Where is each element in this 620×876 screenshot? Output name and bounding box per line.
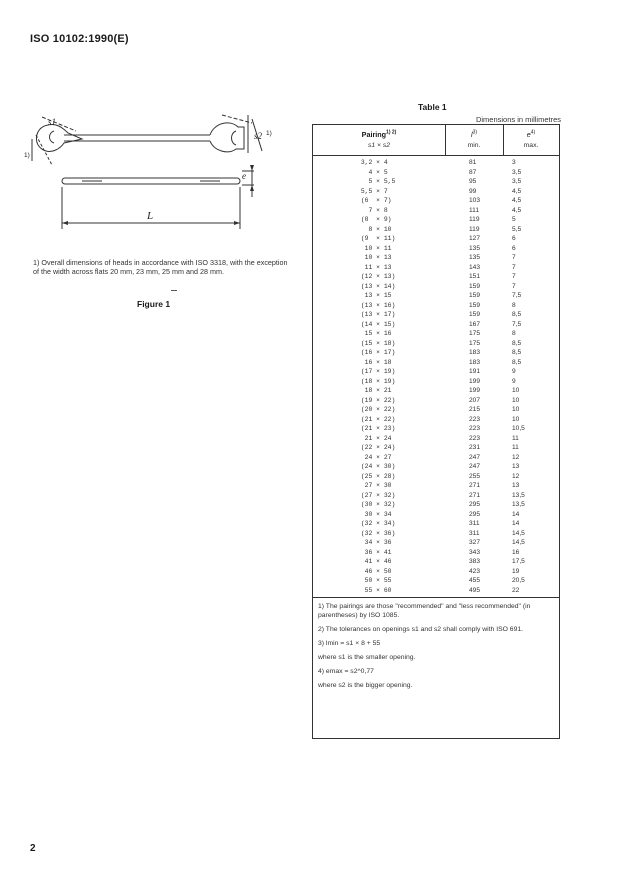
cell-e-max: 6 — [512, 235, 516, 242]
cell-pairing: (32 × 36) — [357, 529, 396, 537]
label-s1: s1 — [48, 117, 57, 127]
table-row — [313, 462, 559, 471]
table-row — [313, 339, 559, 348]
table-row — [313, 215, 559, 224]
table-row — [313, 472, 559, 481]
cell-l-min: 255 — [469, 472, 481, 480]
cell-e-max: 7,5 — [512, 292, 522, 299]
cell-l-min: 111 — [469, 206, 480, 214]
notes-separator — [313, 597, 559, 598]
cell-e-max: 5,5 — [512, 225, 522, 233]
cell-e-max: 8,5 — [512, 349, 522, 356]
table-row — [313, 424, 559, 433]
table-note: where s1 is the smaller opening. — [318, 654, 416, 661]
cell-l-min: 119 — [469, 225, 480, 233]
cell-pairing: (22 × 24) — [357, 444, 396, 451]
cell-l-min: 327 — [469, 539, 481, 546]
cell-e-max: 4,5 — [512, 206, 522, 214]
table-row — [313, 443, 559, 452]
cell-pairing: 8 × 10 — [357, 225, 396, 233]
cell-l-min: 159 — [469, 311, 481, 318]
table-row — [313, 225, 559, 234]
table-row — [313, 586, 559, 595]
cell-e-max: 8,5 — [512, 311, 522, 318]
cell-pairing: 27 × 30 — [357, 482, 396, 489]
figure-separator — [171, 290, 177, 291]
cell-l-min: 159 — [469, 292, 481, 299]
cell-l-min: 199 — [469, 377, 481, 385]
cell-pairing: (16 × 17) — [357, 349, 396, 356]
cell-e-max: 7 — [512, 273, 516, 280]
cell-pairing: (14 × 15) — [357, 320, 396, 328]
table-row — [313, 529, 559, 538]
table-row — [313, 206, 559, 215]
cell-pairing: 55 × 60 — [357, 586, 396, 594]
cell-e-max: 3,5 — [512, 168, 522, 176]
table-row — [313, 158, 559, 167]
cell-pairing: 7 × 8 — [357, 206, 396, 214]
cell-pairing: (24 × 30) — [357, 463, 396, 470]
cell-l-min: 383 — [469, 558, 481, 565]
cell-pairing: (32 × 34) — [357, 520, 396, 527]
cell-e-max: 8 — [512, 301, 516, 309]
figure-footnote: 1) Overall dimensions of heads in accordance with ISO 3318, with the exception of the width across flats 20 mm, 23 mm, 25 mm and 28 mm. — [33, 258, 288, 277]
cell-l-min: 223 — [469, 425, 481, 432]
cell-pairing: (13 × 17) — [357, 311, 396, 318]
cell-l-min: 191 — [469, 368, 481, 375]
cell-l-min: 119 — [469, 216, 480, 223]
cell-e-max: 17,5 — [512, 558, 525, 565]
cell-pairing: (9 × 11) — [357, 235, 396, 242]
table-body — [313, 158, 559, 598]
cell-e-max: 10 — [512, 406, 520, 413]
cell-l-min: 183 — [469, 358, 481, 366]
table-row — [313, 320, 559, 329]
dimensions-table — [312, 124, 560, 739]
cell-pairing: 41 × 46 — [357, 558, 396, 565]
cell-e-max: 9 — [512, 368, 516, 375]
cell-pairing: (13 × 16) — [357, 301, 396, 309]
cell-l-min: 175 — [469, 339, 481, 347]
cell-l-min: 207 — [469, 396, 481, 404]
table-row — [313, 301, 559, 310]
cell-pairing: (8 × 9) — [357, 216, 396, 223]
table-note: 4) emax = s2^0,77 — [318, 668, 374, 675]
cell-l-min: 215 — [469, 406, 481, 413]
cell-l-min: 81 — [469, 159, 477, 166]
cell-pairing: 15 × 16 — [357, 330, 396, 337]
wrench-right-head — [210, 123, 244, 152]
cell-pairing: 4 × 5 — [357, 168, 396, 176]
header-l-sub: min. — [467, 142, 481, 149]
table-row — [313, 538, 559, 547]
table-row — [313, 396, 559, 405]
cell-l-min: 159 — [469, 301, 481, 309]
cell-e-max: 7 — [512, 263, 516, 271]
table-row — [313, 282, 559, 291]
table-units: Dimensions in millimetres — [475, 115, 561, 124]
cell-e-max: 7,5 — [512, 320, 522, 328]
cell-l-min: 295 — [469, 501, 481, 508]
cell-pairing: (27 × 32) — [357, 491, 396, 499]
cell-pairing: (20 × 22) — [357, 406, 396, 413]
cell-e-max: 3 — [512, 159, 516, 166]
cell-l-min: 423 — [469, 567, 481, 575]
header-pairing-sub: s1 × s2 — [367, 142, 391, 149]
cell-e-max: 13 — [512, 482, 520, 489]
wrench-left-head — [36, 124, 82, 151]
cell-e-max: 8,5 — [512, 358, 522, 366]
cell-l-min: 159 — [469, 282, 481, 290]
cell-pairing: (6 × 7) — [357, 197, 396, 204]
wrench-right-jaw — [232, 131, 237, 145]
table-row — [313, 177, 559, 186]
wrench-figure — [22, 105, 284, 235]
table-row — [313, 415, 559, 424]
cell-e-max: 16 — [512, 548, 520, 556]
cell-e-max: 11 — [512, 444, 519, 451]
table-row — [313, 576, 559, 585]
cell-e-max: 7 — [512, 282, 516, 290]
table-row — [313, 329, 559, 338]
wrench-left-jaw — [50, 131, 55, 143]
table-row — [313, 244, 559, 253]
cell-l-min: 295 — [469, 510, 481, 518]
cell-e-max: 10 — [512, 396, 520, 404]
table-row — [313, 272, 559, 281]
cell-l-min: 223 — [469, 415, 481, 423]
cell-pairing: 5 × 5,5 — [357, 178, 396, 185]
header-e: $e^{4)}$ — [526, 129, 536, 139]
cell-pairing: 18 × 21 — [357, 387, 396, 394]
cell-e-max: 7 — [512, 254, 516, 261]
table-row — [313, 491, 559, 500]
table-note: where s2 is the bigger opening. — [318, 682, 413, 689]
table-row — [313, 253, 559, 262]
cell-pairing: 21 × 24 — [357, 434, 396, 442]
cell-e-max: 4,5 — [512, 197, 522, 204]
label-footnote-right: 1) — [266, 130, 272, 137]
table-row — [313, 510, 559, 519]
cell-e-max: 19 — [512, 567, 520, 575]
cell-l-min: 103 — [469, 197, 481, 204]
cell-l-min: 199 — [469, 387, 481, 394]
table-notes — [318, 602, 556, 695]
label-l: L — [147, 210, 154, 222]
cell-l-min: 151 — [469, 273, 481, 280]
cell-l-min: 247 — [469, 463, 481, 470]
cell-pairing: 36 × 41 — [357, 548, 396, 556]
cell-e-max: 12 — [512, 453, 520, 461]
cell-l-min: 127 — [469, 235, 481, 242]
figure-caption: Figure 1 — [137, 299, 171, 309]
cell-e-max: 13,5 — [512, 491, 525, 499]
cell-pairing: (13 × 14) — [357, 282, 396, 290]
cell-e-max: 10 — [512, 387, 520, 394]
cell-l-min: 495 — [469, 586, 481, 594]
table-row — [313, 358, 559, 367]
wrench-shank — [64, 135, 210, 141]
table-row — [313, 377, 559, 386]
cell-pairing: 30 × 34 — [357, 510, 396, 518]
header-l: $l^{3)}$ — [470, 129, 478, 139]
cell-l-min: 223 — [469, 434, 481, 442]
table-row — [313, 519, 559, 528]
cell-pairing: 3,2 × 4 — [357, 159, 396, 166]
table-row — [313, 548, 559, 557]
table-row — [313, 386, 559, 395]
cell-l-min: 183 — [469, 349, 481, 356]
cell-e-max: 14 — [512, 520, 520, 527]
table-row — [313, 481, 559, 490]
table-row — [313, 310, 559, 319]
table-row — [313, 196, 559, 205]
cell-pairing: (25 × 28) — [357, 472, 396, 480]
cell-pairing: (21 × 22) — [357, 415, 396, 423]
table-row — [313, 168, 559, 177]
table-row — [313, 434, 559, 443]
table-row — [313, 500, 559, 509]
table-row — [313, 367, 559, 376]
cell-pairing: 16 × 18 — [357, 358, 396, 366]
cell-l-min: 231 — [469, 444, 481, 451]
label-footnote-left: 1) — [24, 152, 30, 159]
cell-e-max: 12 — [512, 472, 520, 480]
cell-l-min: 311 — [469, 529, 480, 537]
label-e: e — [242, 171, 246, 181]
cell-e-max: 11 — [512, 434, 519, 442]
cell-pairing: (17 × 19) — [357, 368, 396, 375]
table-title: Table 1 — [418, 102, 447, 112]
cell-e-max: 8 — [512, 330, 516, 337]
cell-l-min: 247 — [469, 453, 481, 461]
cell-pairing: (18 × 19) — [357, 377, 396, 385]
cell-pairing: 11 × 13 — [357, 263, 396, 271]
table-row — [313, 348, 559, 357]
table-row — [313, 557, 559, 566]
cell-e-max: 13 — [512, 463, 520, 470]
cell-l-min: 175 — [469, 330, 481, 337]
table-row — [313, 291, 559, 300]
cell-e-max: 14 — [512, 510, 520, 518]
cell-pairing: (12 × 13) — [357, 273, 396, 280]
cell-pairing: 24 × 27 — [357, 453, 396, 461]
cell-l-min: 135 — [469, 244, 481, 252]
cell-e-max: 8,5 — [512, 339, 522, 347]
cell-e-max: 14,5 — [512, 529, 525, 537]
cell-e-max: 5 — [512, 216, 516, 223]
cell-e-max: 10,5 — [512, 425, 525, 432]
cell-pairing: 13 × 15 — [357, 292, 396, 299]
cell-e-max: 4,5 — [512, 187, 522, 195]
table-note: 3) lmin = s1 × 8 + 55 — [318, 640, 381, 647]
cell-pairing: (15 × 18) — [357, 339, 396, 347]
table-row — [313, 453, 559, 462]
header-pairing: Pairing$^{1) 2)}$ — [361, 129, 397, 139]
page-number: 2 — [30, 843, 36, 854]
cell-pairing: 34 × 36 — [357, 539, 396, 546]
cell-pairing: (21 × 23) — [357, 425, 396, 432]
cell-l-min: 167 — [469, 320, 481, 328]
header-e-sub: max. — [523, 142, 539, 149]
cell-e-max: 14,5 — [512, 539, 525, 546]
cell-l-min: 271 — [469, 482, 481, 489]
cell-pairing: (30 × 32) — [357, 501, 396, 508]
cell-e-max: 22 — [512, 586, 520, 594]
table-note: 1) The pairings are those "recommended" and "less recommended" (in parentheses) by ISO 1085. — [318, 603, 531, 619]
cell-l-min: 455 — [469, 577, 481, 584]
label-s2: s2 — [254, 131, 263, 141]
cell-l-min: 311 — [469, 520, 480, 527]
table-row — [313, 567, 559, 576]
cell-l-min: 343 — [469, 548, 481, 556]
table-note: 2) The tolerances on openings s1 and s2 shall comply with ISO 691. — [318, 626, 524, 633]
cell-e-max: 9 — [512, 377, 516, 385]
cell-l-min: 99 — [469, 187, 477, 195]
table-row — [313, 263, 559, 272]
cell-l-min: 87 — [469, 168, 477, 176]
cell-pairing: 50 × 55 — [357, 577, 396, 584]
table-row — [313, 234, 559, 243]
cell-e-max: 10 — [512, 415, 520, 423]
cell-l-min: 135 — [469, 254, 481, 261]
cell-pairing: 5,5 × 7 — [357, 187, 396, 195]
cell-e-max: 20,5 — [512, 577, 525, 584]
cell-l-min: 143 — [469, 263, 481, 271]
table-row — [313, 405, 559, 414]
cell-e-max: 3,5 — [512, 178, 522, 185]
table-header — [313, 125, 559, 156]
cell-l-min: 271 — [469, 491, 481, 499]
table-row — [313, 187, 559, 196]
cell-pairing: 10 × 11 — [357, 244, 396, 252]
cell-pairing: 10 × 13 — [357, 254, 396, 261]
cell-e-max: 13,5 — [512, 501, 525, 508]
cell-l-min: 95 — [469, 178, 477, 185]
document-header: ISO 10102:1990(E) — [30, 33, 129, 45]
cell-pairing: (19 × 22) — [357, 396, 396, 404]
cell-pairing: 46 × 50 — [357, 567, 396, 575]
cell-e-max: 6 — [512, 244, 516, 252]
